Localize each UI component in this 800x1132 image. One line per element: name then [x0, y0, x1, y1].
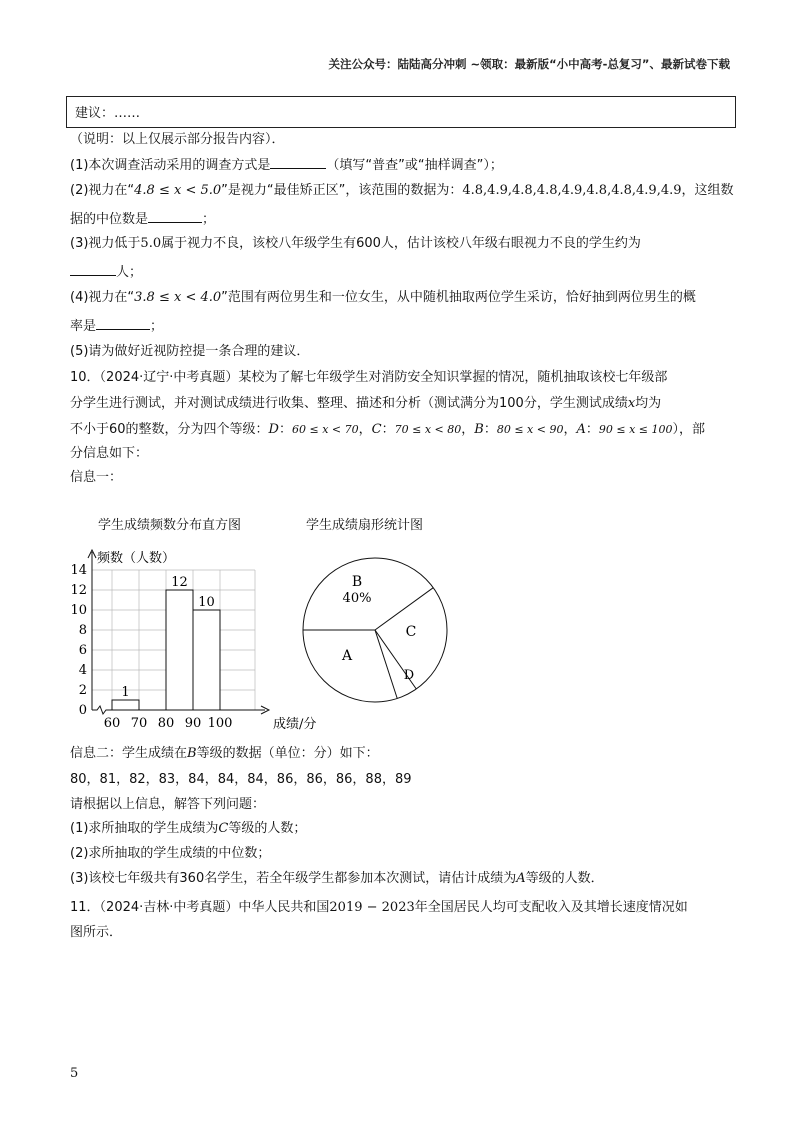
- x-tick-label: 70: [130, 716, 148, 731]
- histogram-bar: [112, 700, 139, 710]
- question-3: (3)视力低于5.0属于视力不良，该校八年级学生有600人，估计该校八年级右眼视力不良的学生约为: [70, 236, 641, 251]
- sub-question-1: (1)求所抽取的学生成绩为C等级的人数；: [70, 821, 307, 836]
- pie-label-B: B: [351, 574, 363, 590]
- histogram-bar: [193, 610, 220, 710]
- ask-line: 请根据以上信息，解答下列问题：: [70, 797, 266, 812]
- info-1-label: 信息一：: [70, 470, 123, 485]
- page-number: 5: [70, 1066, 79, 1081]
- problem-10-line2: 分学生进行测试，并对测试成绩进行收集、整理、描述和分析（测试满分为100分，学生测试成绩x均为: [70, 396, 662, 411]
- problem-11-line1: 11．（2024·吉林·中考真题）中华人民共和国2019 − 2023年全国居民人均可支配收入及其增长速度情况如: [70, 900, 688, 915]
- problem-10-line1: 10．（2024·辽宁·中考真题）某校为了解七年级学生对消防安全知识掌握的情况，随机抽取该校七年级部: [70, 370, 668, 385]
- pie-label-A: A: [341, 648, 353, 664]
- histogram-chart: [60, 545, 317, 740]
- histogram-bar: [166, 590, 193, 710]
- question-4: (4)视力在“3.8 ≤ x < 4.0”范围有两位男生和一位女生，从中随机抽取两位学生采访，恰好抽到两位男生的概: [70, 290, 696, 305]
- question-2: (2)视力在“4.8 ≤ x < 5.0”是视力“最佳矫正区”，该范围的数据为：4.8,4.9,4.8,4.8,4.9,4.8,4.8,4.9,4.9，这组数: [70, 183, 734, 198]
- answer-blank: [270, 156, 326, 169]
- bar-data-label: 12: [171, 575, 188, 590]
- y-tick-label: 4: [78, 663, 87, 678]
- answer-blank: [148, 210, 202, 223]
- y-tick-label: 14: [70, 563, 87, 578]
- page-header: 关注公众号：陆陆高分冲刺 ~领取：最新版“小中高考-总复习”、最新试卷下载: [328, 57, 730, 71]
- problem-10-line4: 分信息如下：: [70, 446, 149, 461]
- y-tick-label: 8: [78, 623, 87, 638]
- x-tick-label: 90: [184, 716, 202, 731]
- pie-label-D: D: [403, 668, 415, 683]
- pie-label-C: C: [405, 624, 417, 640]
- info-2-data: 80，81，82，83，84，84，84，86，86，86，88，89: [70, 772, 412, 787]
- y-tick-label: 10: [70, 603, 87, 618]
- note-line: （说明：以上仅展示部分报告内容）．: [70, 132, 285, 147]
- sub-question-3: (3)该校七年级共有360名学生，若全年级学生都参加本次测试，请估计成绩为A等级的人数．: [70, 871, 604, 886]
- question-5: (5)请为做好近视防控提一条合理的建议．: [70, 344, 310, 359]
- x-tick-label: 100: [207, 716, 233, 731]
- question-4-cont: 率是 ；: [70, 319, 164, 334]
- histogram-title: 学生成绩频数分布直方图: [98, 518, 242, 533]
- problem-10-line3: 不小于60的整数，分为四个等级：D：60 ≤ x < 70，C：70 ≤ x < 80，B：80 ≤ x < 90，A：90 ≤ x ≤ 100），部: [70, 422, 706, 437]
- bar-data-label: 10: [198, 595, 215, 610]
- answer-blank: [70, 263, 116, 276]
- y-tick-label: 12: [70, 583, 87, 598]
- question-3-cont: 人；: [70, 263, 142, 281]
- sub-question-2: (2)求所抽取的学生成绩的中位数；: [70, 846, 271, 861]
- advice-box: [66, 96, 736, 128]
- bar-data-label: 1: [121, 685, 130, 700]
- answer-blank: [96, 317, 150, 330]
- x-axis-label: 成绩/分: [273, 717, 317, 732]
- y-axis-label: 频数（人数）: [97, 551, 176, 566]
- pie-percent-B: 40%: [342, 591, 372, 606]
- y-tick-label: 2: [78, 683, 87, 698]
- info-2: 信息二：学生成绩在B等级的数据（单位：分）如下：: [70, 746, 379, 761]
- pie-title: 学生成绩扇形统计图: [306, 518, 424, 533]
- advice-text: 建议：……: [75, 106, 141, 121]
- pie-chart: [295, 548, 465, 718]
- x-tick-label: 60: [103, 716, 121, 731]
- y-tick-label: 0: [78, 703, 87, 718]
- question-1: (1)本次调查活动采用的调查方式是 （填写“普查”或“抽样调查”）；: [70, 158, 503, 173]
- x-tick-label: 80: [157, 716, 175, 731]
- problem-11-line2: 图所示．: [70, 925, 123, 940]
- y-tick-label: 6: [78, 643, 87, 658]
- question-2-cont: 据的中位数是 ；: [70, 212, 216, 227]
